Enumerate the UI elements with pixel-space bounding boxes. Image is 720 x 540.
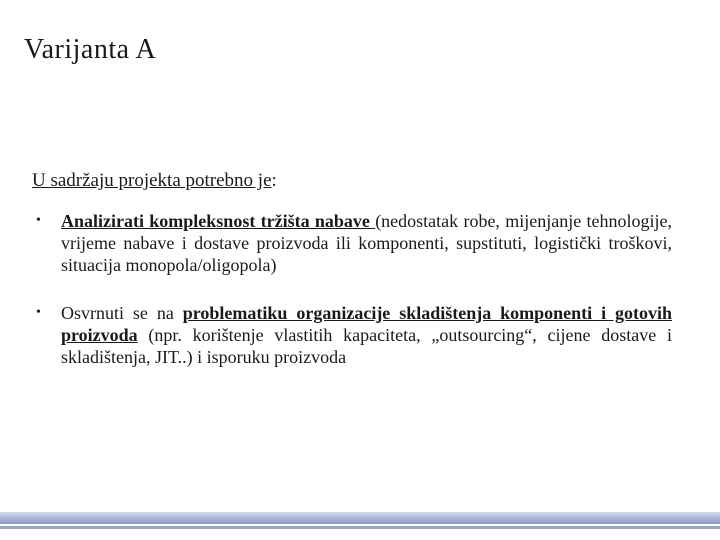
slide-title: Varijanta A bbox=[24, 34, 157, 65]
bullet-marker: • bbox=[36, 305, 41, 320]
bullet-marker: • bbox=[36, 213, 41, 228]
bullet-2-detail: (npr. korištenje vlastitih kapaciteta, „outsourcing“, cijene dostave i skladištenja, JIT..) i isporuku proizvoda bbox=[61, 325, 672, 367]
bullet-1-detail: (nedostatak robe, mijenjanje tehnologije, vrijeme nabave i dostave proizvoda ili komponenti, supstituti, logistički troškovi, situacija monopola/oligopola) bbox=[61, 211, 672, 275]
bullet-item-analysis bbox=[36, 210, 672, 276]
intro-underlined: U sadržaju projekta potrebno je bbox=[32, 170, 272, 191]
intro-colon: : bbox=[271, 170, 277, 191]
bullet-2-lead: Osvrnuti se na bbox=[61, 303, 183, 323]
bullet-2-emphasis: problematiku organizacije skladištenja komponenti i gotovih proizvoda bbox=[61, 303, 673, 345]
footer-decoration-line bbox=[0, 526, 720, 529]
footer-decoration-bar bbox=[0, 512, 720, 524]
bullet-list bbox=[36, 210, 672, 394]
bullet-item-storage bbox=[36, 302, 672, 368]
bullet-1-emphasis: Analizirati kompleksnost tržišta nabave bbox=[61, 211, 376, 231]
intro-text bbox=[32, 170, 277, 192]
